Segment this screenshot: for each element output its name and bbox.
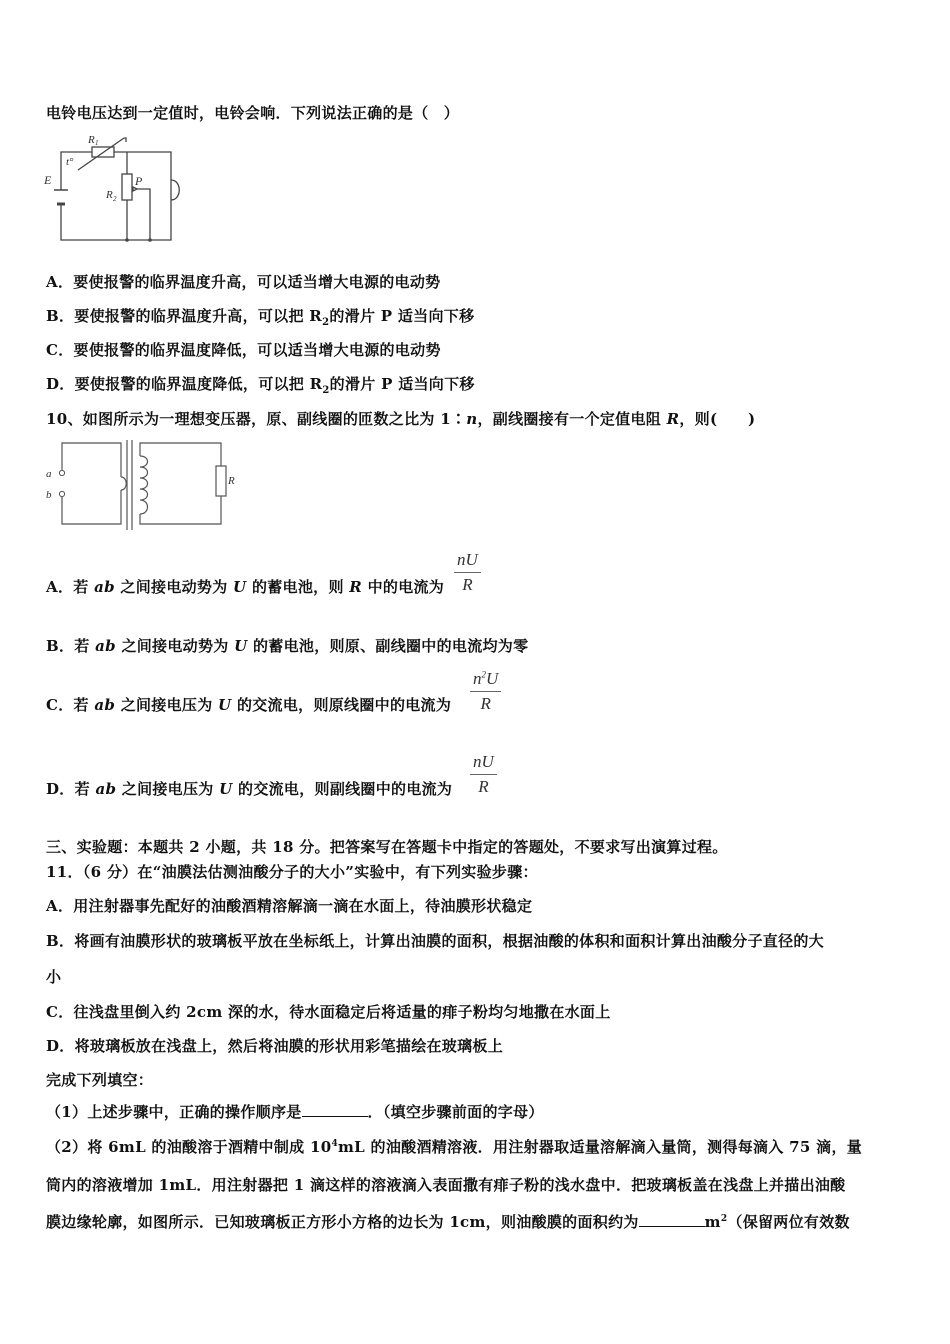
q11-fill-prompt: 完成下列填空： bbox=[46, 1071, 154, 1089]
q11-step-b-cont: 小 bbox=[46, 968, 62, 986]
fig-label-r: R bbox=[228, 475, 235, 487]
q10-d-fraction: $\frac{nU}{R}$ bbox=[470, 752, 497, 797]
q10-option-c: C．若 ab 之间接电压为 U 的交流电，则原线圈中的电流为 bbox=[46, 696, 452, 714]
answer-blank-2[interactable] bbox=[639, 1212, 705, 1227]
q11-sub2-line3: 膜边缘轮廓，如图所示．已知玻璃板正方形小方格的边长为 1cm，则油酸膜的面积约为 $m^2$（保留两位有效数 bbox=[46, 1213, 850, 1231]
answer-blank-1[interactable] bbox=[302, 1102, 368, 1117]
fig-label-t: t° bbox=[66, 156, 74, 168]
q11-sub1: （1）上述步骤中，正确的操作顺序是 ．（填空步骤前面的字母） bbox=[46, 1103, 544, 1121]
section-3-heading: 三、实验题：本题共 2 小题，共 18 分。把答案写在答题卡中指定的答题处，不要求写出演算过程。 bbox=[46, 838, 728, 856]
q9-option-b: B．要使报警的临界温度升高，可以把 $R_2$的滑片 P 适当向下移 bbox=[46, 307, 475, 328]
fig-label-r2: R bbox=[106, 189, 113, 201]
q10-option-a: A．若 ab 之间接电动势为 U 的蓄电池，则 R 中的电流为 bbox=[46, 578, 445, 596]
q9-option-a: A．要使报警的临界温度升高，可以适当增大电源的电动势 bbox=[46, 273, 441, 291]
q10-a-fraction: $\frac{nU}{R}$ bbox=[454, 550, 481, 595]
q11-step-d: D．将玻璃板放在浅盘上，然后将油膜的形状用彩笔描绘在玻璃板上 bbox=[46, 1037, 504, 1055]
q10-option-d: D．若 ab 之间接电压为 U 的交流电，则副线圈中的电流为 bbox=[46, 780, 453, 798]
fig-label-r2-sub: 2 bbox=[113, 195, 117, 203]
fig-label-a: a bbox=[46, 468, 52, 480]
q11-step-c: C．往浅盘里倒入约 2cm 深的水，待水面稳定后将适量的痱子粉均匀地撒在水面上 bbox=[46, 1003, 611, 1021]
q9-option-c: C．要使报警的临界温度降低，可以适当增大电源的电动势 bbox=[46, 341, 441, 359]
fig-label-e: E bbox=[44, 173, 52, 187]
q10-c-fraction: $\frac{n^2U}{R}$ bbox=[470, 669, 501, 714]
q11-sub2-line1: （2）将 6mL 的油酸溶于酒精中制成 $10^4mL$ 的油酸酒精溶液．用注射器取适量溶解滴入量筒，测得每滴入 75 滴，量 bbox=[46, 1138, 863, 1156]
fig-label-r1-sub: 1 bbox=[95, 139, 99, 147]
fig-label-p: P bbox=[135, 174, 143, 188]
fig-label-r1: R bbox=[88, 134, 95, 146]
q9-option-d: D．要使报警的临界温度降低，可以把 $R_2$的滑片 P 适当向下移 bbox=[46, 375, 475, 396]
fig-label-b: b bbox=[46, 489, 52, 501]
q10-transformer-diagram bbox=[40, 436, 240, 536]
q11-sub2-line2: 筒内的溶液增加 1mL．用注射器把 1 滴这样的溶液滴入表面撒有痱子粉的浅水盘中．把玻璃板盖在浅盘上并描出油酸 bbox=[46, 1176, 846, 1194]
q9-circuit-diagram bbox=[40, 132, 200, 247]
q9-stem: 电铃电压达到一定值时，电铃会响．下列说法正确的是（ ） bbox=[46, 104, 460, 122]
q10-stem: 10、如图所示为一理想变压器，原、副线圈的匝数之比为 1∶n，副线圈接有一个定值电阻 R，则( ) bbox=[46, 410, 756, 428]
q11-step-a: A．用注射器事先配好的油酸酒精溶解滴一滴在水面上，待油膜形状稳定 bbox=[46, 897, 533, 915]
q10-option-b: B．若 ab 之间接电动势为 U 的蓄电池，则原、副线圈中的电流均为零 bbox=[46, 637, 529, 655]
q11-stem: 11．（6 分）在“油膜法估测油酸分子的大小”实验中，有下列实验步骤： bbox=[46, 863, 538, 881]
q11-step-b: B．将画有油膜形状的玻璃板平放在坐标纸上，计算出油膜的面积，根据油酸的体积和面积计算出油酸分子直径的大 bbox=[46, 932, 824, 950]
